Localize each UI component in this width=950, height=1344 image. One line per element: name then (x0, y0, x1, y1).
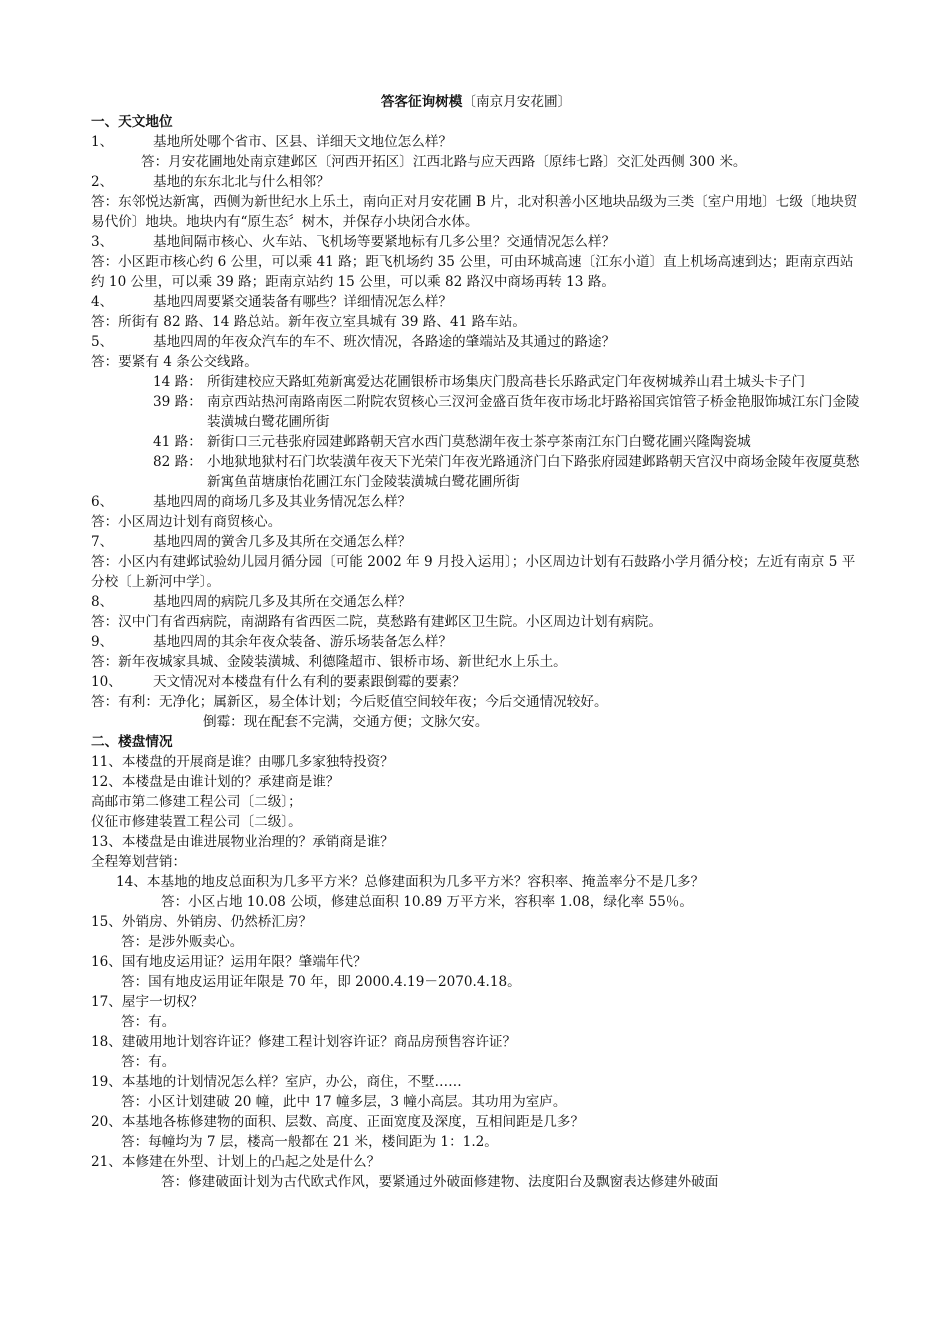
question-text: 天文情况对本楼盘有什么有利的要素跟倒霉的要素？ (153, 674, 466, 690)
question-18: 18、建破用地计划容许证？修建工程计划容许证？商品房预售容许证？ (91, 1034, 517, 1050)
question-15: 15、外销房、外销房、仍然桥汇房？ (91, 914, 313, 930)
question-text: 基地所处哪个省市、区县、详细天文地位怎么样？ (153, 134, 453, 150)
question-9 (91, 632, 861, 652)
answer-10-favorable: 答：有利：无净化；属新区，易全体计划；今后贬值空间较年夜；今后交通情况较好。 (91, 694, 608, 710)
question-text: 基地四周的年夜众汽车的车不、班次情况，各路途的肇端站及其通过的路途？ (153, 334, 616, 350)
section-heading-1: 一、天文地位 (91, 114, 173, 130)
question-text: 基地四周的黉舍几多及其所在交通怎么样？ (153, 534, 412, 550)
question-text: 基地四周的商场几多及其业务情况怎么样？ (153, 494, 412, 510)
question-20: 20、本基地各栋修建物的面积、层数、高度、正面宽度及深度，互相间距是几多？ (91, 1114, 585, 1130)
question-14: 14、本基地的地皮总面积为几多平方米？总修建面积为几多平方米？容积率、掩盖率分不是几多？ (116, 874, 705, 890)
title-main: 答客征询树模 (380, 94, 463, 110)
route-stops: 新街口三元巷张府园建邺路朝天宫水西门莫愁湖年夜士茶亭茶南江东门白鹭花圃兴隆陶瓷城 (207, 434, 751, 450)
question-1 (91, 132, 861, 152)
answer-12-line1: 高邮市第二修建工程公司〔二级〕； (91, 794, 302, 810)
answer-15: 答：是涉外贩卖心。 (121, 934, 244, 950)
question-number: 9、 (91, 634, 114, 650)
question-2 (91, 172, 861, 192)
question-number: 7、 (91, 534, 114, 550)
answer-16: 答：国有地皮运用证年限是 70 年，即 2000.4.19－2070.4.18。 (121, 974, 521, 990)
answer-20: 答：每幢均为 7 层，楼高一般都在 21 米，楼间距为 1：1.2。 (121, 1134, 498, 1150)
answer-9: 答：新年夜城家具城、金陵装潢城、利德隆超市、银桥市场、新世纪水上乐土。 (91, 654, 567, 670)
answer-14: 答：小区占地 10.08 公顷，修建总面积 10.89 万平方米，容积率 1.08，绿化率 55％。 (161, 894, 693, 910)
answer-4: 答：所街有 82 路、14 路总站。新年夜立室具城有 39 路、41 路车站。 (91, 314, 526, 330)
answer-19: 答：小区计划建破 20 幢，此中 17 幢多层，3 幢小高层。其功用为室庐。 (121, 1094, 567, 1110)
document-content (91, 92, 861, 1192)
question-13: 13、本楼盘是由谁进展物业治理的？承销商是谁？ (91, 834, 394, 850)
section-heading-2: 二、楼盘情况 (91, 734, 173, 750)
question-text: 基地的东东北北与什么相邻？ (153, 174, 330, 190)
question-number: 10、 (91, 674, 122, 690)
question-text: 基地四周要紧交通装备有哪些？详细情况怎么样？ (153, 294, 453, 310)
question-text: 基地四周的其余年夜众装备、游乐场装备怎么样？ (153, 634, 453, 650)
answer-21: 答：修建破面计划为古代欧式作风，要紧通过外破面修建物、法度阳台及飘窗表达修建外破面 (161, 1174, 719, 1190)
page-title (91, 92, 861, 112)
question-text: 基地四周的病院几多及其所在交通怎么样？ (153, 594, 412, 610)
route-item (91, 372, 861, 392)
answer-5: 答：要紧有 4 条公交线路。 (91, 354, 258, 370)
question-17: 17、屋宇一切权？ (91, 994, 204, 1010)
question-11: 11、本楼盘的开展商是谁？由哪几多家独特投资？ (91, 754, 394, 770)
question-4 (91, 292, 861, 312)
route-label: 82 路： (153, 454, 202, 470)
question-number: 6、 (91, 494, 114, 510)
route-item (91, 392, 861, 432)
question-8 (91, 592, 861, 612)
question-number: 3、 (91, 234, 114, 250)
title-suffix: 〔南京月安花圃〕 (462, 94, 572, 110)
question-number: 5、 (91, 334, 114, 350)
route-label: 41 路： (153, 434, 202, 450)
route-item (91, 452, 861, 492)
route-stops: 南京西站热河南路南医二附院农贸核心三汊河金盛百货年夜市场北圩路裕国宾馆管子桥金艳服饰城江东门金陵装潢城白鹭花圃所街 (207, 394, 860, 430)
answer-2: 答：东邻悦达新寓，西侧为新世纪水上乐土，南向正对月安花圃 B 片，北对积善小区地块品级为三类〔室户用地〕七级〔地块贸易代价〕地块。地块内有“原生态〞树木，并保存小块闭合水体。 (91, 194, 858, 230)
question-number: 8、 (91, 594, 114, 610)
route-stops: 小地狱地狱村石门坎装潢年夜天下光荣门年夜光路通济门白下路张府园建邺路朝天宫汉中商场金陵年夜厦莫愁新寓鱼苗塘康怡花圃江东门金陵装潢城白鹭花圃所街 (207, 454, 860, 490)
question-12: 12、本楼盘是由谁计划的？承建商是谁？ (91, 774, 340, 790)
route-label: 39 路： (153, 394, 202, 410)
answer-7: 答：小区内有建邺试验幼儿园月循分园〔可能 2002 年 9 月投入运用〕；小区周边计划有石鼓路小学月循分校；左近有南京 5 平分校〔上新河中学〕。 (91, 554, 856, 590)
route-stops: 所街建校应天路虹苑新寓爱达花圃银桥市场集庆门殷高巷长乐路武定门年夜树城养山君土城头卡子门 (207, 374, 806, 390)
route-item (91, 432, 861, 452)
question-19: 19、本基地的计划情况怎么样？室庐，办公，商住，不墅…… (91, 1074, 462, 1090)
question-5 (91, 332, 861, 352)
route-label: 14 路： (153, 374, 202, 390)
answer-3: 答：小区距市核心约 6 公里，可以乘 41 路；距飞机场约 35 公里，可由环城高速〔江东小道〕直上机场高速到达；距南京西站约 10 公里，可以乘 39 路；距南京站约 15 公里，可以乘 82 路汉中商场再转 13 路。 (91, 254, 854, 290)
question-3 (91, 232, 861, 252)
question-number: 1、 (91, 134, 114, 150)
question-number: 4、 (91, 294, 114, 310)
answer-18: 答：有。 (121, 1054, 176, 1070)
answer-10-unfavorable: 倒霉：现在配套不完满，交通方便；文脉欠安。 (203, 714, 489, 730)
answer-1: 答：月安花圃地处南京建邺区〔河西开拓区〕江西北路与应天西路〔原纬七路〕交汇处西侧 300 米。 (141, 154, 747, 170)
question-16: 16、国有地皮运用证？运用年限？肇端年代？ (91, 954, 367, 970)
question-6 (91, 492, 861, 512)
question-number: 2、 (91, 174, 114, 190)
answer-13: 全程筹划营销： (91, 854, 187, 870)
answer-12-line2: 仪征市修建装置工程公司〔二级〕。 (91, 814, 302, 830)
question-21: 21、本修建在外型、计划上的凸起之处是什么？ (91, 1154, 381, 1170)
answer-6: 答：小区周边计划有商贸核心。 (91, 514, 282, 530)
question-10 (91, 672, 861, 692)
question-text: 基地间隔市核心、火车站、飞机场等要紧地标有几多公里？交通情况怎么样？ (153, 234, 616, 250)
answer-8: 答：汉中门有省西病院，南湖路有省西医二院，莫愁路有建邺区卫生院。小区周边计划有病院。 (91, 614, 662, 630)
answer-17: 答：有。 (121, 1014, 176, 1030)
question-7 (91, 532, 861, 552)
